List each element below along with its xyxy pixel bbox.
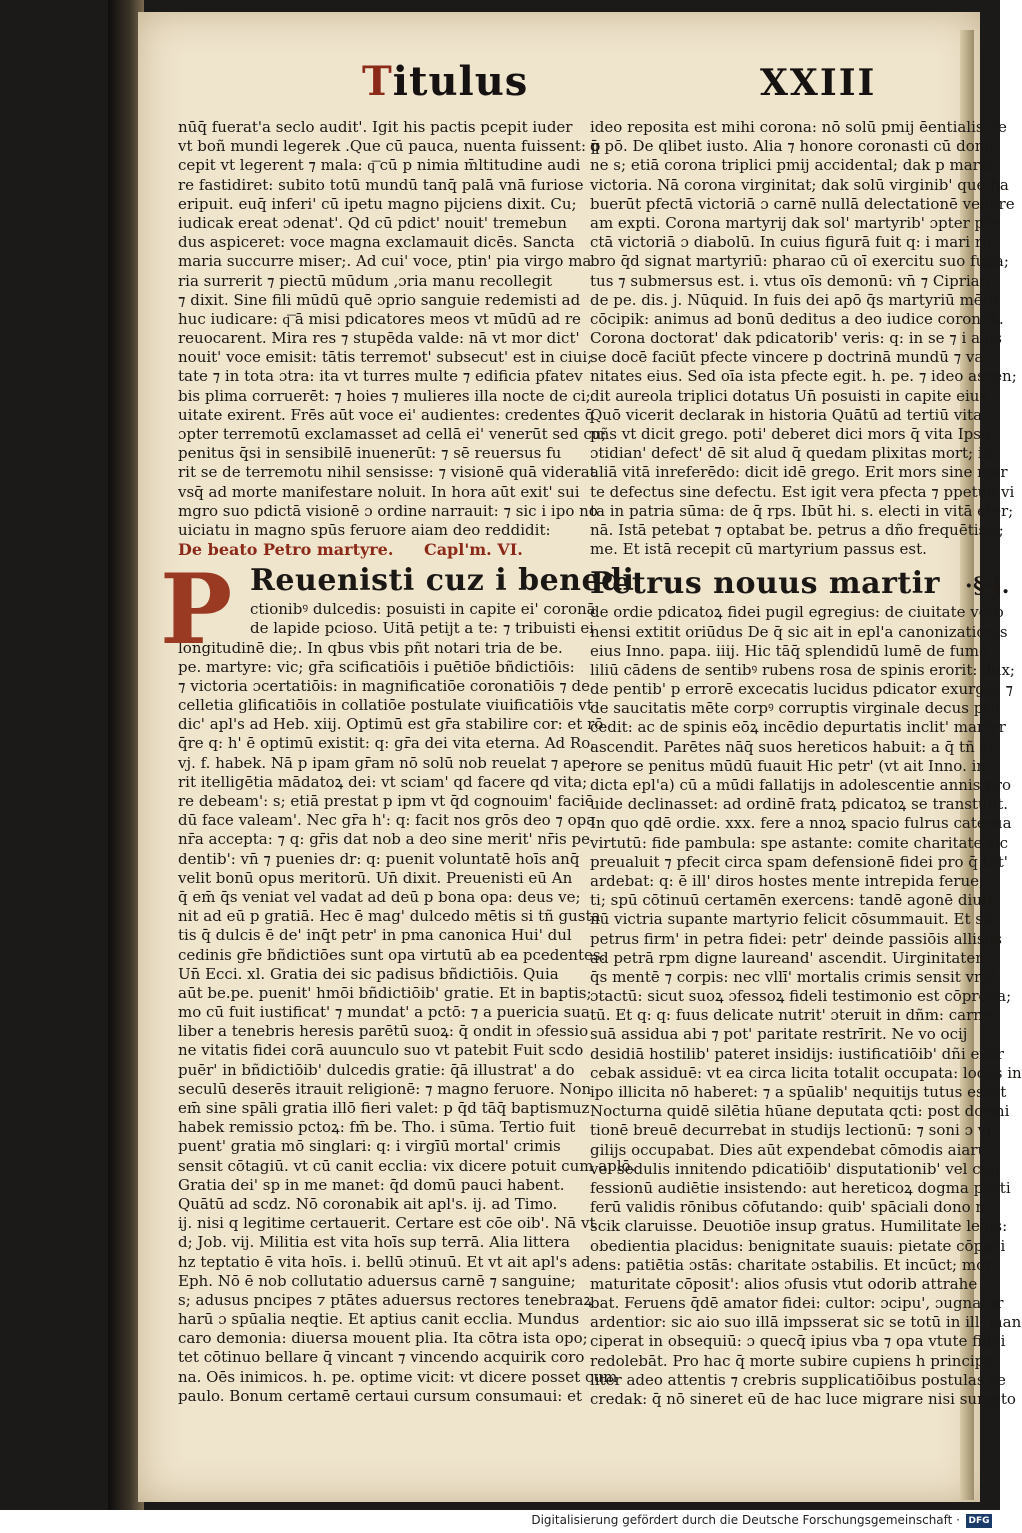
text-line: ⁊ victoria ɔcertatiōis: in magnificatiōe coronatiōis ⁊ de xyxy=(178,676,590,695)
text-line: q̄ em̄ q̄s veniat vel vadat ad deū p bona opa: deus ve; xyxy=(178,887,581,906)
text-line: desidiā hostilib' pateret insidijs: iustificatiōib' dñi exer xyxy=(590,1044,1004,1063)
text-line: dit aureola triplici dotatus Un̄ posuisti in capite eius. xyxy=(590,386,992,405)
text-line: tis q̄ dulcis ē de' inq̄t petr' in pma canonica Hui' dul xyxy=(178,926,572,945)
text-line: re fastidiret: subito totū mundū tanq̄ palā vnā furiose xyxy=(178,175,584,194)
text-line: ne vitatis fidei corā auunculo suo vt patebit Fuit scdo xyxy=(178,1041,584,1060)
footer-bar xyxy=(0,1510,1000,1533)
text-line: celletia glificatiōis in collatiōe postulate viuificatiōis vt xyxy=(178,696,593,715)
text-line: dū face valeam'. Nec gr̄a h': q: facit nos grōs deo ⁊ opa xyxy=(178,811,596,830)
text-line: bis plima corruerēt: ⁊ hoies ⁊ mulieres illa nocte de ci; xyxy=(178,386,591,405)
text-line: vt boñ mundi legerek .Que cū pauca, nuenta fuissent: p xyxy=(178,137,601,156)
text-line: hz teptatio ē vita hoīs. i. bellū ɔtinuū. Et vt ait apl's ad xyxy=(178,1252,591,1271)
text-line: mo cū fuit iustificat' ⁊ mundat' a pctō: ⁊ a puericia sua xyxy=(178,1003,590,1022)
text-line: Eph. Nō ē nob collutatio aduersus carnē ⁊ sanguine; xyxy=(178,1271,576,1290)
chapter-heading xyxy=(178,540,578,562)
text-line: Corona doctorat' dak pdicatorib' veris: q: in se ⁊ i alijs xyxy=(590,329,1002,348)
text-line: rit se de terremotu nihil sensisse: ⁊ visionē quā viderat xyxy=(178,463,596,482)
text-line: caro demonia: diuersa mouent plia. Ita cōtra ista opo; xyxy=(178,1329,588,1348)
text-line: sensit cōtagiū. vt cū canit ecclia: vix dicere potuit cum aplō. xyxy=(178,1156,636,1175)
text-line: nūq̄ fuerat'a seclo audit'. Igit his pactis pcepit iuder xyxy=(178,118,573,136)
text-line: suā assidua abi ⁊ pot' paritate restrīrit. Ne vo ocij xyxy=(590,1025,968,1044)
text-line: seculū deserēs itrauit religionē: ⁊ magno feruore. Non xyxy=(178,1079,592,1098)
text-line: q̄s mentē ⁊ corpis: nec vllī' mortalis crimis sensit vrp' xyxy=(590,967,995,986)
text-line: uide declinasset: ad ordinē fratꝝ pdicatoꝝ se transtulit. xyxy=(590,795,1009,814)
text-line: dentib': vn̄ ⁊ puenies dr: q: puenit voluntatē hoīs anq̄ xyxy=(178,849,580,868)
text-line: pñs vt dicit grego. poti' deberet dici mors q̄ vita Ipse xyxy=(590,425,990,443)
text-line: eripuit. euq̄ inferi' cū ipetu magno pijciens dixit. Cu; xyxy=(178,194,577,213)
text-line: rit itelligētia mādatoꝝ dei: vt sciam' qd facere qd vita; xyxy=(178,772,588,791)
text-line: de pentib' p errorē excecatis lucidus pdicator exurgit: ⁊ xyxy=(590,680,1013,699)
text-line: nā. Istā petebat ⁊ optabat be. petrus a dño frequētissi; xyxy=(590,520,1004,539)
text-line: liliū cādens de sentibꝰ rubens rosa de spinis erorit: dux; xyxy=(590,660,1015,679)
text-line: ardentior: sic aio suo illā impsserat sic se totū in ill' man xyxy=(590,1313,1022,1332)
text-line: ti; spū cōtinuū certamēn exercens: tandē agonē diuti xyxy=(590,891,993,910)
text-line: victoria. Nā corona virginitat; dak solū virginib' que ha xyxy=(590,175,1009,194)
text-line: de lapide pcioso. Uitā petijt a te: ⁊ tribuisti ei xyxy=(250,619,595,638)
text-line: scik claruisse. Deuotiōe insup gratus. Humilitate lenis: xyxy=(590,1217,1008,1236)
text-line: ria surrerit ⁊ piectū mūdum ,ɔria manu recollegit xyxy=(178,271,552,290)
text-line: ctionibꝰ dulcedis: posuisti in capite ei' coronā xyxy=(250,600,596,619)
text-line: ne s; etiā corona triplici pmij accidental; dak p maria xyxy=(590,156,994,175)
chapter-heading-number: Capl'm. VI. xyxy=(423,540,523,560)
text-line: ta in patria sūma: de q̄ rps. Ibūt hi. s. electi in vitā eter; xyxy=(590,501,1014,520)
text-line: dus aspiceret: voce magna exclamauit dicēs. Sancta xyxy=(178,233,575,252)
text-line: habek remissio pctoꝝ: fm̄ be. Tho. i sūma. Tertio fuit xyxy=(178,1118,576,1137)
text-line: liter adeo attentis ⁊ crebris supplicatiōibus postulas se xyxy=(590,1370,1006,1389)
text-line: rore se penitus mūdū fuauit Hic petr' (vt ait Inno. in xyxy=(590,756,987,775)
text-line: cedinis gr̄e bñdictiōes sunt opa virtutū ab ea pcedentes. xyxy=(178,945,606,964)
running-title-initial: T xyxy=(362,58,393,105)
text-line: ctā victoriā ɔ diabolū. In cuius figurā fuit q: i mari ru xyxy=(590,233,992,252)
text-line: nouit' voce emisit: tātis terremot' subsecut' est in ciui; xyxy=(178,348,593,367)
text-line: vj. f. habek. Nā p ipam gr̄am nō solū nob reuelat ⁊ ape; xyxy=(178,753,596,772)
text-line: virtutū: fide pambula: spe astante: comite charitate sic xyxy=(590,833,1009,852)
text-line: mgro suo pdictā visionē ɔ ordine narrauit: ⁊ sic i ipo no xyxy=(178,501,598,520)
folio-number: XXIII xyxy=(760,62,877,104)
opening-line: Reuenisti cuz i benedi xyxy=(250,563,635,599)
right-column xyxy=(590,118,1022,1409)
text-line: tionē breuē decurrebat in studijs lectionū: ⁊ soni ɔ vi xyxy=(590,1121,992,1140)
text-line: harū ɔ spūalia neqtie. Et aptius canit ecclia. Mundus xyxy=(178,1310,580,1329)
text-line: q̄re q: h' ē optimū existit: q: gr̄a dei vita eterna. Ad Ro. xyxy=(178,734,595,753)
text-line: ⁊ dixit. Sine fili mūdū quē ɔprio sanguie redemisti ad xyxy=(178,290,581,309)
text-line: pe. martyre: vic; gr̄a scificatiōis i puētiōe bñdictiōis: xyxy=(178,657,575,676)
right-text-block xyxy=(590,118,1017,559)
text-line: ɔpter terremotū exclamasset ad cellā ei' venerūt sed cu; xyxy=(178,425,607,443)
text-line: q̄ pō. De qlibet iusto. Alia ⁊ honore coronasti cū domi xyxy=(590,137,994,156)
text-line: tet cōtinuo bellare q̄ vincant ⁊ vincendo acquirik coro xyxy=(178,1348,585,1367)
left-column xyxy=(160,118,636,1406)
text-line: Quātū ad scdz. Nō coronabik ait apl's. ij. ad Timo. xyxy=(178,1194,558,1213)
text-line: puēr' in bñdictiōib' dulcedis gratie: q̄ā illustrat' a do xyxy=(178,1060,575,1079)
text-line: ad petrā rpm digne laureand' ascendit. Uirginitatem xyxy=(590,948,990,967)
text-line: ferū validis rōnibus cōfutando: quib' spāciali dono no xyxy=(590,1198,995,1217)
text-line: gilijs occupabat. Dies aūt expendebat cōmodis aiaru; xyxy=(590,1140,993,1159)
text-line: ciperat in obsequiū: ɔ quecq̄ ipius vba ⁊ opa vtute fidei xyxy=(590,1332,1006,1351)
text-line: se docē faciūt pfecte vincere p doctrinā mundū ⁊ va; xyxy=(590,348,989,367)
text-line: puent' gratia mō singlari: q: i virgīū mortal' crimis xyxy=(178,1137,561,1156)
dfg-logo: DFG xyxy=(966,1514,992,1528)
section-heading-title: Petrus nouus martir xyxy=(590,566,940,602)
text-line: ij. nisi q legitime certauerit. Certare est cōe oib'. Nā vt xyxy=(178,1214,596,1233)
text-line: Nocturna quidē silētia hūane deputata qcti: post dormi xyxy=(590,1102,1010,1121)
text-line: reuocarent. Mira res ⁊ stupēda valde: nā vt mor dict' xyxy=(178,329,580,348)
running-title xyxy=(362,58,528,105)
text-line: d; Job. vij. Militia est vita hoīs sup terrā. Alia littera xyxy=(178,1233,570,1252)
text-line: em̄ sine spāli gratia illō fieri valet: p q̄d tāq̄ baptismuz xyxy=(178,1099,590,1117)
text-line: cedit: ac de spinis eōꝝ incēdio depurtatis inclit' martyr xyxy=(590,718,1006,737)
text-line: longitudinē die;. In qbus vbis pñt notari tria de be. xyxy=(178,638,563,657)
section-heading xyxy=(590,565,1010,603)
text-line: In quo qdē ordie. xxx. fere a nnoꝝ spacio fulrus caterua xyxy=(590,814,1012,833)
text-line: vel sedulis innitendo pdicatiōib' disputationib' vel con xyxy=(590,1159,1000,1178)
text-line: na. Oēs inimicos. h. pe. optime vicit: vt dicere posset cum xyxy=(178,1367,618,1386)
text-line: maria succurre miser;. Ad cui' voce, ptin' pia virgo ma xyxy=(178,252,592,271)
text-line: de saucitatis mēte corpꝰ corruptis virginale decus pro xyxy=(590,699,1000,718)
text-line: aliā vitā inreferēdo: dicit idē grego. Erit mors sine mor xyxy=(590,463,1008,482)
text-line: iudicak ereat ɔdenat'. Qd cū pdict' nouit' tremebun xyxy=(178,213,567,232)
text-line: penitus q̄si in sensibilē inuenerūt: ⁊ sē reuersus fu xyxy=(178,444,562,463)
text-line: s; adusus pncipes ⁊ ptātes aduersus rectores tenebraꝝ xyxy=(178,1290,593,1309)
text-line: nit ad eū p gratiā. Hec ē mag' dulcedo mētis si tñ gusta xyxy=(178,907,601,926)
text-line: petrus firm' in petra fidei: petr' deinde passiōis allisus xyxy=(590,929,1002,948)
text-line: eius Inno. papa. iiij. Hic tāq̄ splendidū lumē de fumo xyxy=(590,641,989,660)
text-line: vsq̄ ad morte manifestare noluit. In hora aūt exit' sui xyxy=(178,482,580,501)
text-line: cōcipik: animus ad bonū deditus a deo iudice coronak. xyxy=(590,309,1004,328)
text-line: buerūt pfectā victoriā ɔ carnē nullā delectationē venere xyxy=(590,194,1015,213)
text-line: de pe. dis. j. Nūquid. In fuis dei apō q̄s martyriū mēte xyxy=(590,290,998,309)
text-line: nū victria supante martyrio felicit cōsummauit. Et sic xyxy=(590,910,997,929)
text-line: ipo illicita nō haberet: ⁊ a spūalib' nequitijs tutus esset xyxy=(590,1083,1007,1101)
text-line: obedientia placidus: benignitate suauis: pietate cōpaci xyxy=(590,1236,1006,1255)
text-line: fessionū audiētie insistendo: aut hereticoꝝ dogma pesti xyxy=(590,1178,1011,1197)
text-line: cepit vt legerent ⁊ mala: q͞ cū p nimia m̄ltitudine audi xyxy=(178,156,581,175)
text-line: nitates eius. Sed oīa ista pfecte egit. h. pe. ⁊ ideo ascen; xyxy=(590,367,1017,386)
text-line: huc iudicare: q͞ ā misi pdicatores meos vt mūdū ad re xyxy=(178,309,581,328)
text-line: uiciatu in magno spūs feruore aiam deo reddidit: xyxy=(178,520,551,539)
text-line: re debeam': s; etiā prestat p ipm vt q̄d cognouim' faciē xyxy=(178,792,594,810)
left-text-block xyxy=(178,118,607,540)
chapter-opening xyxy=(160,553,636,1406)
text-line: dicta epl'a) cū a mūdi fallatijs in adolescentie annis pro xyxy=(590,776,1011,794)
text-line: nensi extitit oriūdus De q̄ sic ait in epl'a canonizationis xyxy=(590,622,1008,641)
text-line: uitate exirent. Frēs aūt voce ei' audientes: credentes q̄ xyxy=(178,405,595,424)
text-line: bat. Feruens q̄dē amator fidei: cultor: ɔcipu', ɔugnator xyxy=(590,1294,1004,1313)
text-line: am expti. Corona martyrij dak sol' martyrib' ɔpter pfe xyxy=(590,213,999,232)
text-line: preualuit ⁊ pfecit circa spam defensionē fidei pro q̄ tot' xyxy=(590,852,1008,871)
text-line: tus ⁊ submersus est. i. vtus oīs demonū: vn̄ ⁊ Ciprian' xyxy=(590,271,994,290)
text-line: te defectus sine defectu. Est igit vera pfecta ⁊ ppetua vi xyxy=(590,482,1015,501)
funding-credit: Digitalisierung gefördert durch die Deutsche Forschungsgemeinschaft · xyxy=(531,1513,960,1527)
text-line: me. Et istā recepit cū martyrium passus est. xyxy=(590,540,927,559)
text-line: ideo reposita est mihi corona: nō solū pmij ēentialis de xyxy=(590,118,1007,136)
text-line: maturitate cōposit': alios ɔfusis vtut odorib attrahe xyxy=(590,1274,978,1293)
text-line: cebak assiduē: vt ea circa licita totalit occupata: locus in xyxy=(590,1063,1022,1082)
text-line: Gratia dei' sp in me manet: q̄d domū pauci habent. xyxy=(178,1175,565,1194)
text-line: Un̄ Ecci. xl. Gratia dei sic padisus bñdictiōis. Quia xyxy=(178,964,559,983)
text-line: tū. Et q: q: fuus delicate nutrit' ɔteruit in dñm: carnē xyxy=(590,1006,992,1025)
text-line: redolebāt. Pro hac q̄ morte subire cupiens h principa xyxy=(590,1351,994,1370)
chapter-heading-title: De beato Petro martyre. xyxy=(178,540,394,560)
left-text-block-2 xyxy=(178,600,636,1406)
text-line: paulo. Bonum certamē certaui cursum consumaui: et xyxy=(178,1386,582,1405)
text-line: ardebat: q: ē ill' diros hostes mente intrepida ferue; xyxy=(590,871,985,890)
text-line: Quō vicerit declarak in historia Quātū ad tertiū vita xyxy=(590,405,983,424)
text-line: aūt be.pe. puenit' hmōi bñdictiōib' gratie. Et in baptis; xyxy=(178,983,592,1002)
decorated-initial: P xyxy=(160,553,233,667)
text-line: de ordie pdicatoꝝ fidei pugil egregius: de ciuitate vero xyxy=(590,603,1004,622)
text-line: dic' apl's ad Heb. xiij. Optimū est gr̄a stabilire cor: et rō xyxy=(178,715,604,734)
text-line: velit bonū opus meritorū. Un̄ dixit. Preuenisti eū An xyxy=(178,868,573,887)
text-line: ɔtidian' defect' dē sit alud q̄ quedam plixitas mort; in xyxy=(590,444,993,463)
text-line: ascendit. Parētes nāq̄ suos hereticos habuit: a q̄ tñ er xyxy=(590,737,996,756)
running-title-rest: itulus xyxy=(392,58,529,105)
section-mark: ·§·j. xyxy=(964,573,1010,600)
text-line: liber a tenebris heresis parētū suoꝝ: q̄ ondit in ɔfessio xyxy=(178,1022,589,1041)
text-line: ɔtactū: sicut suoꝝ ɔfessoꝝ fideli testimonio est cōproba; xyxy=(590,987,1012,1006)
text-line: bro q̄d signat martyriū: pharao cū oī exercitu suo fuga; xyxy=(590,252,1009,271)
text-line: ens: patiētia ɔstās: charitate ɔstabilis. Et incūct; mor; xyxy=(590,1255,998,1274)
text-line: credak: q̄ nō sineret eū de hac luce migrare nisi sumpto xyxy=(590,1390,1016,1408)
text-line: nr̄a accepta: ⁊ q: gr̄is dat nob a deo sine merit' nr̄is pe xyxy=(178,830,590,849)
right-text-block-2 xyxy=(590,603,1022,1409)
text-line: tate ⁊ in tota ɔtra: ita vt turres multe ⁊ edificia pfatev xyxy=(178,367,583,386)
